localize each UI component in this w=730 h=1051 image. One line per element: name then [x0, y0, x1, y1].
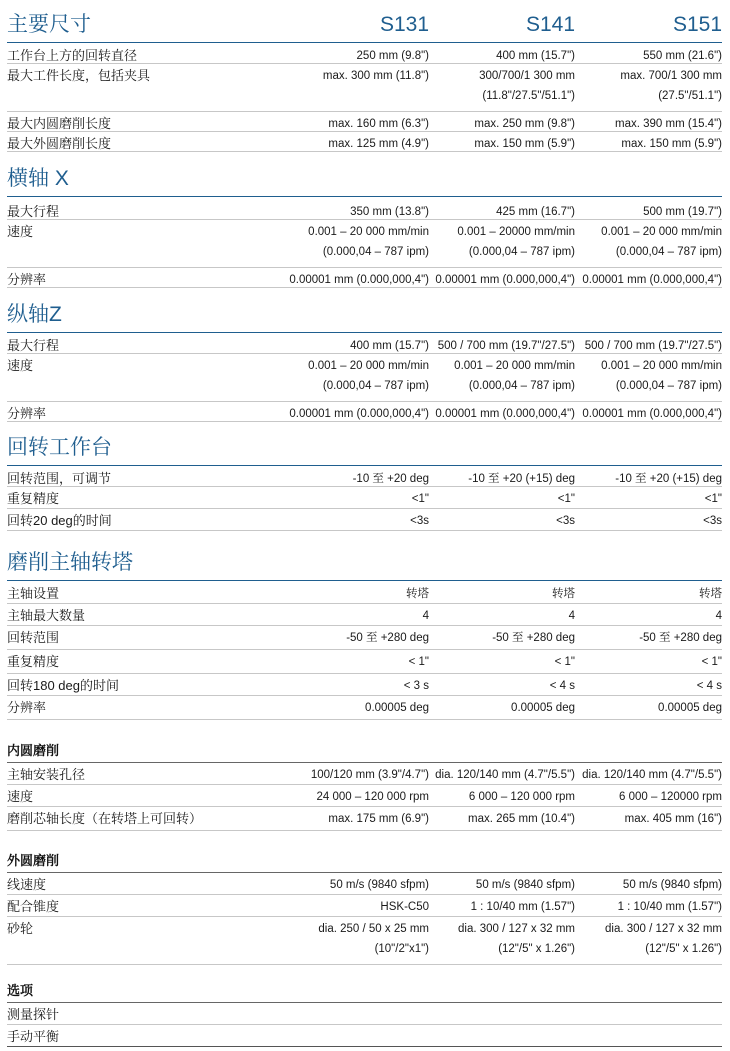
spec-value-line: 100/120 mm (3.9"/4.7") [310, 769, 429, 781]
spec-value-s141 [425, 356, 575, 396]
spec-value-line: 500 / 700 mm (19.7"/27.5") [437, 340, 575, 352]
spec-row [7, 582, 722, 604]
spec-value-line: (12"/5" x 1.26") [645, 943, 722, 955]
spec-label: 回转20 deg的时间 [7, 513, 112, 528]
spec-value-line: -10 至 +20 (+15) deg [615, 473, 722, 485]
spec-row [7, 268, 722, 288]
spec-label: 回转范围 [7, 630, 60, 645]
subsection-header [7, 740, 722, 763]
spec-value-s131 [279, 489, 429, 509]
spec-value-line: 0.00005 deg [365, 702, 429, 714]
spec-value-s131 [279, 765, 429, 785]
row-divider [7, 151, 722, 152]
spec-value-s151 [571, 628, 722, 648]
spec-value-s151 [571, 809, 722, 829]
spec-row [7, 873, 722, 895]
spec-value-line: 0.001 – 20 000 mm/min [601, 360, 722, 372]
spec-value-s131 [279, 809, 429, 829]
subsection-title: 内圆磨削 [7, 743, 60, 758]
spec-value-s141 [425, 652, 575, 672]
spec-value-line: (10"/2"x1") [374, 943, 429, 955]
spec-value-line: 24 000 – 120 000 rpm [316, 791, 429, 803]
spec-value-s151 [571, 584, 722, 604]
model-column-header: S131 [379, 13, 429, 36]
section-title: 回转工作台 [7, 436, 112, 459]
section-title: 主要尺寸 [7, 13, 91, 36]
spec-value-line: < 1" [554, 656, 575, 668]
spec-value-line: max. 150 mm (5.9") [474, 138, 575, 150]
spec-value-s131 [279, 652, 429, 672]
spec-value-s141 [425, 628, 575, 648]
spec-value-line: dia. 250 / 50 x 25 mm [318, 923, 429, 935]
spec-value-line: dia. 120/140 mm (4.7"/5.5") [435, 769, 575, 781]
spec-value-line: (0.000,04 – 787 ipm) [322, 246, 429, 258]
spec-row [7, 64, 722, 112]
spec-row [7, 674, 722, 696]
section-title: 横轴 X [7, 167, 69, 190]
spec-row [7, 1003, 722, 1025]
spec-label: 砂轮 [7, 921, 34, 936]
spec-value-line: 400 mm (15.7") [350, 340, 429, 352]
spec-value-line: 0.00001 mm (0.000,000,4") [435, 274, 575, 286]
spec-label: 回转180 deg的时间 [7, 678, 119, 693]
spec-row [7, 354, 722, 402]
spec-value-line: -50 至 +280 deg [639, 632, 722, 644]
spec-value-s131 [279, 222, 429, 262]
spec-value-line: (0.000,04 – 787 ipm) [468, 380, 575, 392]
spec-value-line: 500 mm (19.7") [643, 206, 722, 218]
spec-value-line: (0.000,04 – 787 ipm) [322, 380, 429, 392]
spec-value-line: max. 390 mm (15.4") [615, 118, 722, 130]
spec-value-line: <3s [410, 515, 429, 527]
spec-row [7, 334, 722, 354]
spec-value-s131 [279, 584, 429, 604]
model-column-header: S151 [672, 13, 722, 36]
spec-value-s151 [571, 875, 722, 895]
spec-value-line: 550 mm (21.6") [643, 50, 722, 62]
spec-value-s131 [279, 897, 429, 917]
spec-value-s151 [571, 897, 722, 917]
spec-value-line: 转塔 [552, 588, 575, 600]
spec-value-s141 [425, 584, 575, 604]
spec-value-line: 0.00001 mm (0.000,000,4") [289, 274, 429, 286]
spec-value-s151 [571, 919, 722, 959]
spec-label: 磨削芯轴长度（在转塔上可回转） [7, 811, 203, 826]
spec-value-s151 [571, 356, 722, 396]
spec-value-line: 0.001 – 20 000 mm/min [308, 226, 429, 238]
spec-value-line: 0.00001 mm (0.000,000,4") [582, 408, 722, 420]
row-divider [7, 719, 722, 720]
spec-value-line: <1" [704, 493, 722, 505]
spec-value-s131 [279, 787, 429, 807]
spec-value-s131 [279, 875, 429, 895]
spec-value-line: <3s [703, 515, 722, 527]
spec-row [7, 763, 722, 785]
spec-value-s131 [279, 511, 429, 531]
spec-value-s151 [571, 787, 722, 807]
spec-row [7, 467, 722, 487]
subsection-title: 选项 [7, 983, 34, 998]
spec-row [7, 917, 722, 965]
spec-value-line: dia. 300 / 127 x 32 mm [605, 923, 722, 935]
spec-label: 分辨率 [7, 272, 47, 287]
spec-label: 最大行程 [7, 338, 60, 353]
row-divider [7, 287, 722, 288]
spec-value-line: < 1" [701, 656, 722, 668]
spec-value-line: 0.00005 deg [658, 702, 722, 714]
spec-value-s141 [425, 765, 575, 785]
spec-value-line: 4 [568, 610, 575, 622]
spec-value-line: 350 mm (13.8") [350, 206, 429, 218]
spec-row [7, 696, 722, 720]
spec-label: 主轴安装孔径 [7, 767, 86, 782]
spec-value-s151 [571, 222, 722, 262]
spec-value-line: -10 至 +20 deg [352, 473, 429, 485]
spec-value-line: (0.000,04 – 787 ipm) [468, 246, 575, 258]
spec-value-s131 [279, 628, 429, 648]
spec-value-s141 [425, 787, 575, 807]
spec-value-line: 0.00001 mm (0.000,000,4") [582, 274, 722, 286]
spec-value-s131 [279, 356, 429, 396]
spec-value-line: 1 : 10/40 mm (1.57") [617, 901, 722, 913]
subsection-header [7, 850, 722, 873]
spec-value-line: max. 250 mm (9.8") [474, 118, 575, 130]
spec-value-s151 [571, 66, 722, 106]
spec-value-line: < 4 s [549, 680, 575, 692]
spec-label: 主轴最大数量 [7, 608, 86, 623]
spec-value-s131 [279, 606, 429, 626]
spec-label: 最大行程 [7, 204, 60, 219]
row-divider [7, 421, 722, 422]
spec-value-s141 [425, 511, 575, 531]
spec-value-line: dia. 300 / 127 x 32 mm [458, 923, 575, 935]
spec-value-line: max. 160 mm (6.3") [328, 118, 429, 130]
spec-value-s141 [425, 897, 575, 917]
spec-row [7, 487, 722, 509]
spec-value-s131 [279, 919, 429, 959]
spec-value-line: (0.000,04 – 787 ipm) [615, 380, 722, 392]
spec-value-line: (11.8"/27.5"/51.1") [482, 90, 575, 102]
spec-label: 速度 [7, 224, 34, 239]
section-header [7, 423, 722, 466]
spec-value-line: (0.000,04 – 787 ipm) [615, 246, 722, 258]
spec-value-s151 [571, 511, 722, 531]
spec-value-s141 [425, 489, 575, 509]
spec-value-line: 0.001 – 20 000 mm/min [308, 360, 429, 372]
row-divider [7, 830, 722, 831]
spec-value-line: max. 175 mm (6.9") [328, 813, 429, 825]
spec-value-s131 [279, 676, 429, 696]
spec-label: 配合锥度 [7, 899, 60, 914]
spec-value-s151 [571, 489, 722, 509]
spec-value-line: 50 m/s (9840 sfpm) [622, 879, 722, 891]
spec-value-s151 [571, 652, 722, 672]
spec-label: 重复精度 [7, 654, 60, 669]
spec-value-line: 0.001 – 20000 mm/min [457, 226, 575, 238]
section-header [7, 538, 722, 581]
spec-row [7, 650, 722, 674]
spec-value-s151 [571, 765, 722, 785]
spec-label: 重复精度 [7, 491, 60, 506]
spec-value-line: 0.00005 deg [511, 702, 575, 714]
spec-value-s141 [425, 919, 575, 959]
spec-row [7, 220, 722, 268]
spec-value-line: 6 000 – 120 000 rpm [468, 791, 575, 803]
spec-value-line: dia. 120/140 mm (4.7"/5.5") [582, 769, 722, 781]
row-divider [7, 530, 722, 531]
spec-value-s141 [425, 809, 575, 829]
spec-value-line: <3s [556, 515, 575, 527]
spec-value-line: 0.001 – 20 000 mm/min [454, 360, 575, 372]
spec-value-line: max. 300 mm (11.8") [322, 70, 429, 82]
spec-row [7, 44, 722, 64]
spec-value-line: < 3 s [403, 680, 429, 692]
spec-row [7, 509, 722, 531]
spec-value-s131 [279, 698, 429, 718]
spec-value-line: 250 mm (9.8") [356, 50, 429, 62]
row-divider [7, 964, 722, 965]
spec-row [7, 132, 722, 152]
spec-value-line: <1" [557, 493, 575, 505]
spec-label: 速度 [7, 789, 34, 804]
spec-value-line: max. 265 mm (10.4") [468, 813, 575, 825]
spec-value-line: < 4 s [696, 680, 722, 692]
spec-label: 主轴设置 [7, 586, 60, 601]
spec-value-s131 [279, 66, 429, 86]
section-header [7, 290, 722, 333]
spec-value-line: -50 至 +280 deg [346, 632, 429, 644]
spec-value-s151 [571, 606, 722, 626]
spec-row [7, 895, 722, 917]
section-title: 纵轴Z [7, 303, 62, 326]
spec-value-line: max. 150 mm (5.9") [621, 138, 722, 150]
spec-value-line: 0.00001 mm (0.000,000,4") [289, 408, 429, 420]
spec-value-line: max. 700/1 300 mm [620, 70, 722, 82]
spec-value-line: HSK-C50 [380, 901, 429, 913]
section-title: 磨削主轴转塔 [7, 551, 133, 574]
subsection-header [7, 980, 722, 1003]
spec-row [7, 604, 722, 626]
spec-value-line: max. 125 mm (4.9") [328, 138, 429, 150]
spec-value-line: 50 m/s (9840 sfpm) [475, 879, 575, 891]
spec-label: 工作台上方的回转直径 [7, 48, 138, 63]
spec-value-line: 转塔 [699, 588, 722, 600]
spec-value-line: 0.00001 mm (0.000,000,4") [435, 408, 575, 420]
spec-value-line: 425 mm (16.7") [496, 206, 575, 218]
spec-label: 线速度 [7, 877, 47, 892]
spec-label: 分辨率 [7, 406, 47, 421]
spec-value-line: 1 : 10/40 mm (1.57") [470, 901, 575, 913]
section-header [7, 156, 722, 197]
spec-row [7, 402, 722, 422]
spec-value-s141 [425, 66, 575, 106]
spec-row [7, 807, 722, 831]
subsection-title: 外圆磨削 [7, 853, 60, 868]
spec-value-line: (27.5"/51.1") [658, 90, 722, 102]
spec-label: 测量探针 [7, 1007, 60, 1022]
spec-label: 最大内圆磨削长度 [7, 116, 112, 131]
spec-value-s141 [425, 698, 575, 718]
spec-label: 回转范围，可调节 [7, 471, 112, 486]
spec-value-s141 [425, 676, 575, 696]
spec-value-line: -50 至 +280 deg [492, 632, 575, 644]
spec-value-s141 [425, 875, 575, 895]
spec-value-line: <1" [411, 493, 429, 505]
spec-value-line: -10 至 +20 (+15) deg [468, 473, 575, 485]
spec-value-s151 [571, 698, 722, 718]
spec-value-s151 [571, 676, 722, 696]
model-column-header: S141 [525, 13, 575, 36]
spec-value-line: 300/700/1 300 mm [479, 70, 575, 82]
spec-value-line: 500 / 700 mm (19.7"/27.5") [584, 340, 722, 352]
spec-label: 最大外圆磨削长度 [7, 136, 112, 151]
spec-label: 手动平衡 [7, 1029, 60, 1044]
spec-label: 速度 [7, 358, 34, 373]
spec-value-line: 4 [715, 610, 722, 622]
spec-value-line: 400 mm (15.7") [496, 50, 575, 62]
row-divider [7, 1046, 722, 1047]
spec-label: 分辨率 [7, 700, 47, 715]
spec-row [7, 626, 722, 650]
spec-value-line: 6 000 – 120000 rpm [619, 791, 722, 803]
spec-value-line: 50 m/s (9840 sfpm) [329, 879, 429, 891]
spec-value-s141 [425, 222, 575, 262]
spec-label: 最大工件长度，包括夹具 [7, 68, 151, 83]
spec-row [7, 785, 722, 807]
spec-row [7, 200, 722, 220]
spec-value-line: 0.001 – 20 000 mm/min [601, 226, 722, 238]
spec-row [7, 112, 722, 132]
spec-value-line: < 1" [408, 656, 429, 668]
spec-value-line: (12"/5" x 1.26") [498, 943, 575, 955]
spec-value-line: 4 [422, 610, 429, 622]
spec-value-s141 [425, 606, 575, 626]
spec-value-line: 转塔 [406, 588, 429, 600]
section-header [7, 0, 722, 43]
spec-row [7, 1025, 722, 1047]
spec-value-line: max. 405 mm (16") [624, 813, 722, 825]
